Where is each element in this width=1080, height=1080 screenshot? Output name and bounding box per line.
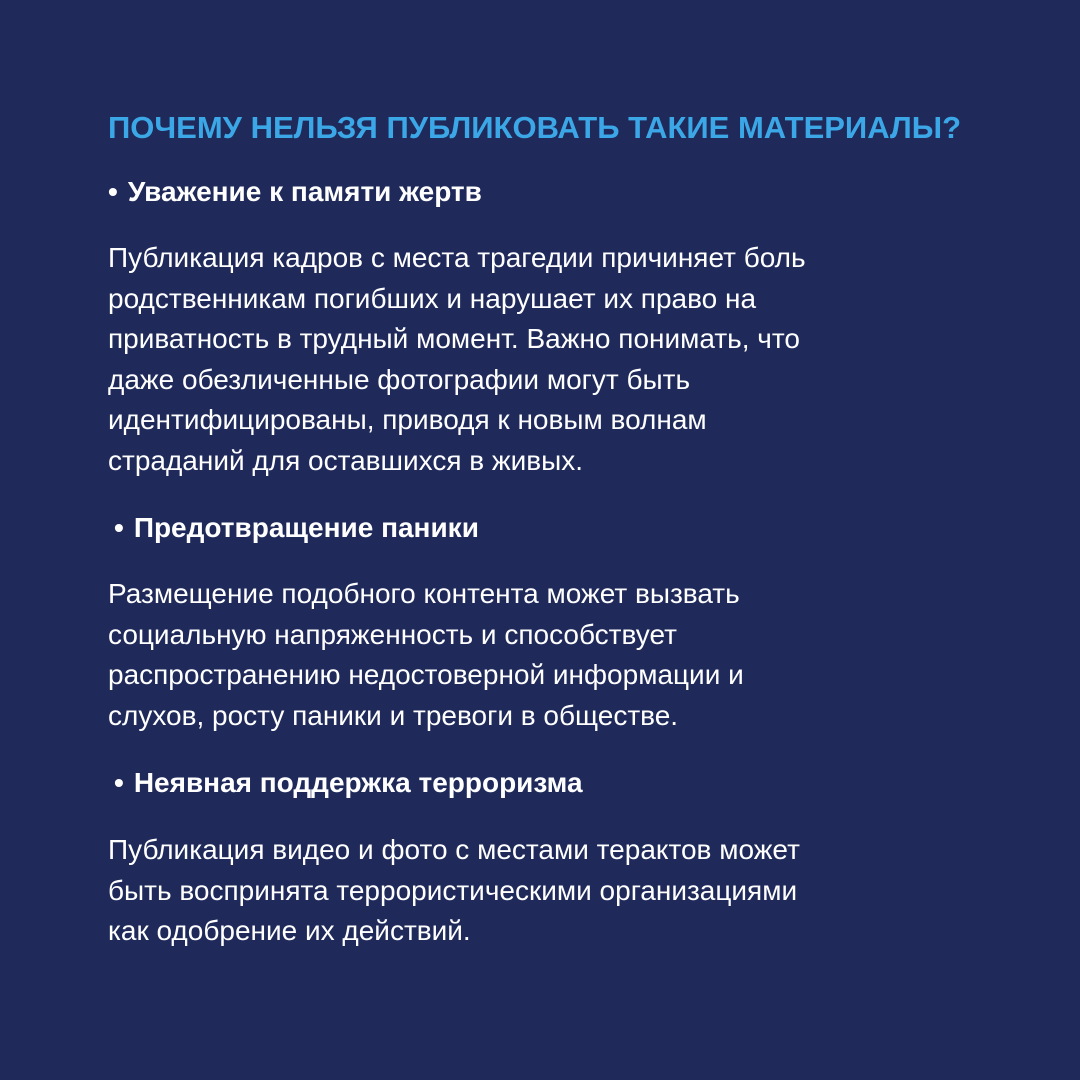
paragraph-line: распространению недостоверной информации и [108,659,744,691]
paragraph-line: даже обезличенные фотографии могут быть [108,363,691,395]
section-heading-text: Уважение к памяти жертв [127,176,482,207]
paragraph-line: Публикация видео и фото с местами терактов может [108,834,800,865]
paragraph-line: идентифицированы, приводя к новым волнам [108,404,707,436]
section-paragraph-2 [108,574,744,736]
section-paragraph-3 [108,830,800,952]
section-heading-3 [114,765,583,801]
paragraph-line: Размещение подобного контента может вызвать [108,578,740,609]
bullet-icon: • [108,176,118,207]
paragraph-line: Публикация кадров с места трагедии причиняет боль [108,242,806,273]
paragraph-line: приватность в трудный момент. Важно понимать, что [108,323,800,355]
bullet-icon: • [114,767,124,798]
paragraph-line: страданий для оставшихся в живых. [108,444,584,476]
section-heading-2 [114,510,479,546]
section-heading-text: Предотвращение паники [133,512,479,543]
paragraph-line: как одобрение их действий. [108,915,471,947]
bullet-icon: • [114,512,124,543]
section-heading-1 [108,174,482,210]
paragraph-line: слухов, росту паники и тревоги в обществе. [108,699,679,731]
paragraph-line: быть воспринята террористическими организациями [108,874,798,906]
paragraph-line: социальную напряженность и способствует [108,618,677,650]
section-paragraph-1 [108,238,806,482]
page-title: ПОЧЕМУ НЕЛЬЗЯ ПУБЛИКОВАТЬ ТАКИЕ МАТЕРИАЛЫ? [108,110,961,145]
section-heading-text: Неявная поддержка терроризма [133,767,583,798]
paragraph-line: родственникам погибших и нарушает их право на [108,282,757,314]
